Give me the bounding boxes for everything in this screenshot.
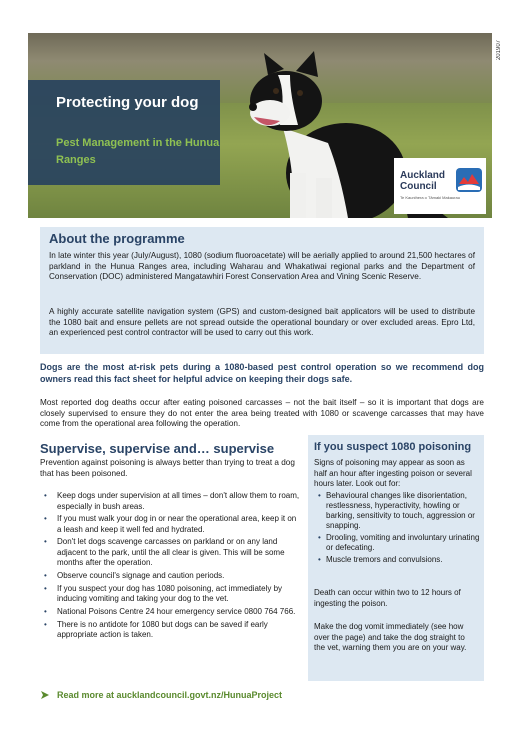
lead-statement: Dogs are the most at-risk pets during a 1080-based pest control operation so we recommend dog owners read this fact sheet for helpful advice on keeping their dogs safe.: [40, 362, 484, 384]
suspect-heading: If you suspect 1080 poisoning: [314, 441, 472, 453]
bullet-icon: •: [44, 514, 47, 524]
title-box: [28, 80, 220, 185]
list-item: • Keep dogs under supervision at all times – don't allow them to roam, especially in bush areas.: [44, 491, 300, 511]
carcass-paragraph: Most reported dog deaths occur after eating poisoned carcasses – not the bait itself – so it is important that dogs are closely supervised to ensure they do not enter the area being treated with 1080 or scavenge carcasses that may have come from the operational area following the operation.: [40, 398, 484, 428]
page-title: Protecting your dog: [56, 94, 199, 111]
suspect-paragraph-3: Make the dog vomit immediately (see how over the page) and take the dog straight to the vet, warning them you are on your way.: [314, 622, 467, 652]
symptoms-list: [314, 491, 482, 567]
bullet-icon: •: [44, 606, 47, 616]
list-item: • Don't let dogs scavenge carcasses on parkland or on any land adjacent to the park, until the all clear is given. This will be some months after the operation.: [44, 537, 285, 568]
about-paragraph-2: A highly accurate satellite navigation system (GPS) and custom-designed bait applicators will be used to distribute the 1080 bait and ensure pellets are not spread outside the operational boundary or over excluded areas. Epro Ltd, an experienced pest control contractor will be used to carry out this work.: [49, 307, 475, 337]
suspect-poisoning-panel: [308, 435, 484, 681]
suspect-paragraph-1: Signs of poisoning may appear as soon as half an hour after ingesting poison or several hours later. Look out for:: [314, 458, 472, 488]
list-item: • If you suspect your dog has 1080 poisoning, act immediately by inducing vomiting and taking your dog to the vet.: [44, 583, 283, 604]
document-code: 201907: [496, 40, 502, 61]
page-subtitle: Pest Management in the Hunua Ranges: [56, 137, 220, 166]
list-item: • If you must walk your dog in or near the operational area, keep it on a leash and keep it well fed and hydrated.: [44, 514, 297, 534]
logo-line2: Council: [400, 181, 437, 192]
list-item: • Behavioural changes like disorientation, restlessness, hyperactivity, howling or barking, sensitivity to touch, aggression or snapping.: [318, 491, 475, 530]
bullet-icon: •: [318, 555, 321, 564]
logo-tagline: Te Kaunihera o Tāmaki Makaurau: [400, 195, 460, 200]
logo-line1: Auckland: [400, 170, 446, 181]
list-item: • Muscle tremors and convulsions.: [318, 555, 443, 564]
about-panel: [40, 227, 484, 354]
bullet-icon: •: [318, 491, 321, 500]
bullet-icon: •: [44, 537, 47, 547]
bullet-icon: •: [318, 533, 321, 542]
about-heading: About the programme: [49, 231, 185, 246]
list-item: • Observe council's signage and caution periods.: [44, 571, 225, 581]
supervise-intro: Prevention against poisoning is always better than trying to treat a dog that has been poisoned.: [40, 458, 295, 478]
logo-text: [400, 170, 445, 192]
chevron-right-icon: [40, 690, 50, 700]
bullet-icon: •: [44, 491, 47, 500]
supervise-heading: Supervise, supervise and… supervise: [40, 441, 275, 456]
bullet-icon: •: [44, 571, 47, 581]
about-paragraph-1: In late winter this year (July/August), 1080 (sodium fluoroacetate) will be aerially applied to around 21,500 hectares of parkland in the Hunua Ranges area, including Waharau and Whakatiwai regional parks and the Department of Conservation (DOC) administered Mangatawhiri Forest Conservation Area and Vining Scenic Reserve.: [49, 251, 475, 281]
list-item: • National Poisons Centre 24 hour emergency service 0800 764 766.: [44, 606, 296, 616]
bullet-icon: •: [44, 583, 47, 593]
footer-link-text[interactable]: Read more at aucklandcouncil.govt.nz/HunuaProject: [57, 690, 283, 700]
supervise-list: [40, 491, 300, 643]
footer-link[interactable]: [40, 690, 282, 700]
suspect-paragraph-2: Death can occur within two to 12 hours of ingesting the poison.: [314, 588, 461, 608]
auckland-council-logo: [394, 158, 486, 214]
council-emblem-icon: [456, 168, 482, 192]
bullet-icon: •: [44, 619, 47, 629]
list-item: • There is no antidote for 1080 but dogs can be saved if early appropriate action is taken.: [44, 619, 268, 640]
list-item: • Drooling, vomiting and involuntary urinating or defecating.: [318, 533, 480, 552]
